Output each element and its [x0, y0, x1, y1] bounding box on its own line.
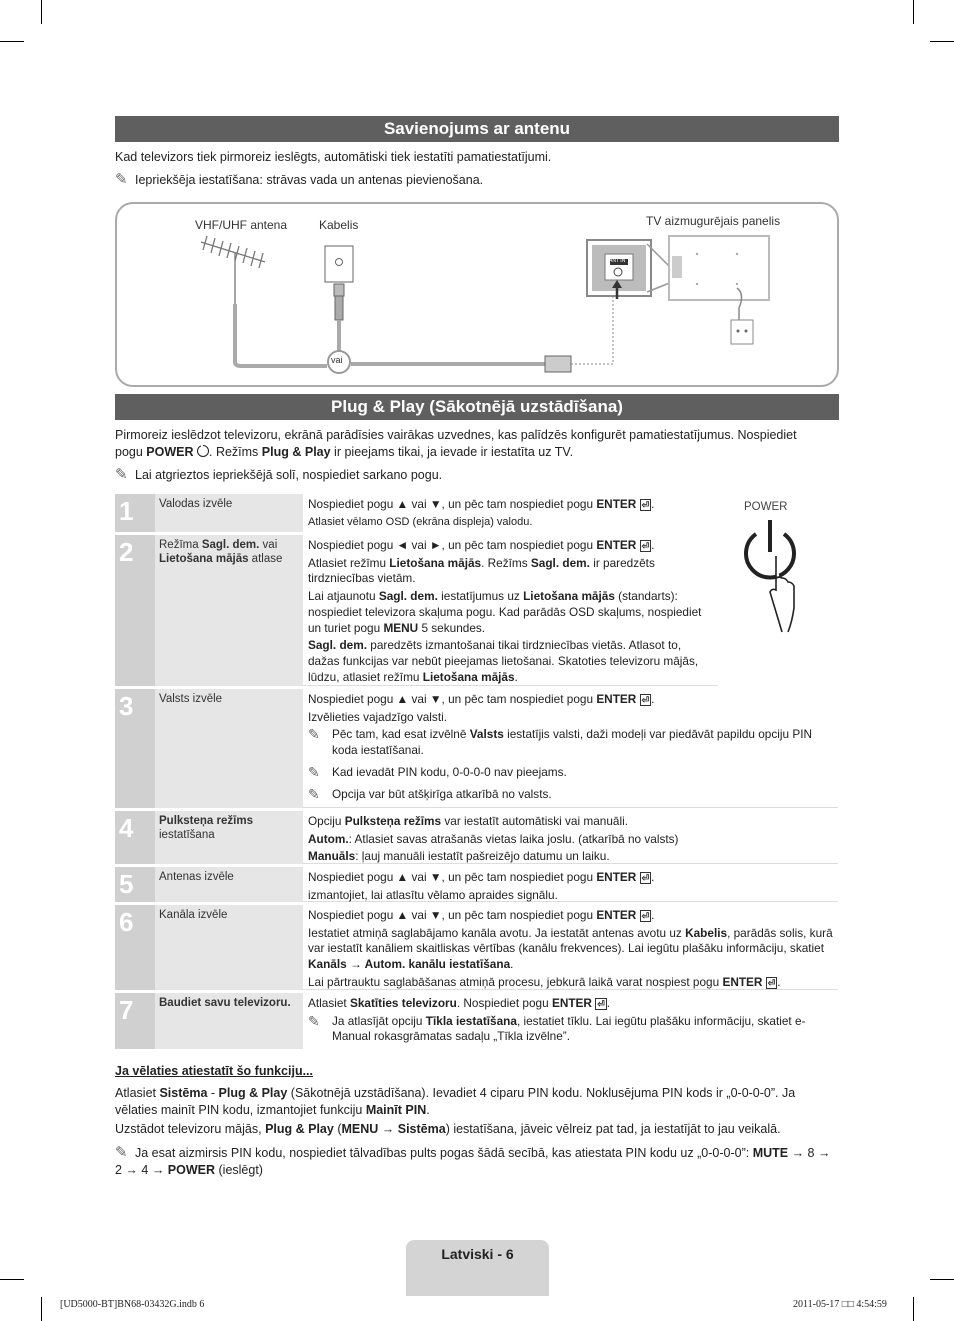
plug-and-play-steps	[115, 494, 838, 1052]
power-outlet-icon	[731, 320, 753, 344]
step-number: 2	[115, 535, 155, 686]
step-name: Antenas izvēle	[155, 867, 303, 902]
step-description: Nospiediet pogu ▲ vai ▼, un pēc tam nospiediet pogu ENTER ⏎ . izmantojiet, lai atlasītu vēlamo apraides signālu.	[303, 867, 838, 902]
reset-paragraph-2: Uzstādot televizoru mājās, Plug & Play (MENU → Sistēma) iestatīšana, jāveic vēlreiz pat tad, ja iestatījāt to jau veikalā.	[115, 1122, 781, 1136]
step-description: Opciju Pulksteņa režīms var iestatīt automātiski vai manuāli. Autom.: Atlasiet savas atrašanās vietas laika joslu. (atkarībā no valsts) Manuāls: ļauj manuāli iestatīt pašreizējo datumu un laiku.	[303, 811, 838, 864]
step-row	[115, 905, 838, 990]
step-row	[115, 993, 838, 1049]
coax-plug-icon	[335, 296, 343, 320]
crop-mark	[930, 1279, 954, 1280]
step-number: 5	[115, 867, 155, 902]
pencil-note-icon: ✎	[308, 1012, 320, 1029]
crop-mark	[41, 1297, 42, 1321]
step-row	[115, 867, 838, 902]
pencil-note-icon: ✎	[115, 1144, 128, 1161]
step-row	[115, 535, 838, 686]
crop-mark	[0, 1279, 24, 1280]
enter-icon: ⏎	[641, 541, 650, 551]
f-connector-icon	[545, 356, 571, 372]
reset-note: ✎ Ja esat aizmirsis PIN kodu, nospiediet tālvadības pults pogas šādā secībā, kas atiestata PIN kodu uz „0-0-0-0”: MUTE → 8 → 2 → 4 → POWER (ieslēgt)	[115, 1144, 831, 1177]
section1-note: ✎ Iepriekšēja iestatīšana: strāvas vada un antenas pievienošana.	[115, 171, 484, 188]
step-number: 1	[115, 494, 155, 532]
step-description: Atlasiet Skatīties televizoru. Nospiediet pogu ENTER ⏎ . ✎ Ja atlasījāt opciju Tīkla iestatīšana, iestatiet tīklu. Lai iegūtu plašāku informāciju, skatiet e-Manual rokasgrāmatas sadaļu „Tīkla izvēlne”.	[308, 996, 806, 1044]
section1-intro: Kad televizors tiek pirmoreiz ieslēgts, automātiski tiek iestatīti pamatiestatījumi.	[115, 150, 552, 164]
section2-intro: Pirmoreiz ieslēdzot televizoru, ekrānā parādīsies vairākas uzvednes, kas palīdzēs konfigurēt pamatiestatījumus. Nospiediet pogu POWER . Režīms Plug & Play ir pieejams tikai, ja ievade ir iestatīta uz TV.	[115, 428, 797, 459]
enter-icon: ⏎	[767, 977, 776, 988]
antenna-label: VHF/UHF antena	[195, 218, 288, 232]
step-description: Nospiediet pogu ▲ vai ▼, un pēc tam nospiediet pogu ENTER ⏎ . Iestatiet atmiņā saglabājamo kanāla avotu. Ja iestatāt antenas avotu uz Kabelis, parādās solis, kurā var iestatīt kanāliem skaitliskas vērtības (kanālu frekvences). Lai iegūtu plašāku informāciju, skatiet Kanāls → Autom. kanālu iestatīšana. Lai pārtrauktu saglabāšanas atmiņā procesu, jebkurā laikā varat nospiest pogu ENTER ⏎ .	[303, 905, 838, 990]
crop-mark	[913, 1297, 914, 1321]
step-name: Valodas izvēle	[155, 494, 303, 532]
ant-in-label: ANT IN	[609, 258, 626, 264]
section-title-antenna: Savienojums ar antenu	[115, 116, 839, 142]
step-number: 4	[115, 811, 155, 864]
pencil-note-icon: ✎	[115, 171, 128, 188]
step-number: 3	[115, 689, 155, 808]
step-number: 6	[115, 905, 155, 990]
step-row	[115, 689, 838, 808]
crop-mark	[41, 0, 42, 24]
step-row	[115, 494, 838, 532]
diagram-drawing	[117, 204, 837, 385]
file-name: [UD5000-BT]BN68-03432G.indb 6	[60, 1299, 205, 1310]
pencil-note-icon: ✎	[308, 726, 320, 743]
or-label: vai	[331, 355, 343, 365]
connection-diagram	[115, 202, 839, 387]
wall-socket-icon	[325, 246, 353, 282]
step-name: Baudiet savu televizoru.	[155, 993, 303, 1049]
reset-paragraph-1: Atlasiet Sistēma - Plug & Play (Sākotnējā uzstādīšana). Ievadiet 4 ciparu PIN kodu. Noklusējuma PIN kods ir „0-0-0-0”. Ja vēlaties mainīt PIN kodu, izmantojiet funkciju Mainīt PIN.	[115, 1086, 796, 1117]
crop-mark	[930, 41, 954, 42]
enter-icon: ⏎	[641, 695, 650, 705]
enter-icon: ⏎	[641, 873, 650, 883]
cable-label: Kabelis	[319, 218, 359, 232]
step-description: Nospiediet pogu ◄ vai ►, un pēc tam nospiediet pogu ENTER ⏎ . Atlasiet režīmu Lietošana mājās. Režīms Sagl. dem. ir paredzēts tirdzniecības vietām. Lai atjaunotu Sagl. dem. iestatījumus uz Lietošana mājās (standarts): nospiediet televizora skaļuma pogu. Kad parādās OSD skaļums, nospiediet un turiet pogu MENU 5 sekundes. Sagl. dem. paredzēts izmantošanai tikai tirdzniecības vietās. Atlasot to, dažas funkcijas var nebūt pieejamas lietošanai. Skatoties televizoru mājās, lūdzu, atlasiet režīmu Lietošana mājās.	[303, 535, 718, 686]
step-name: Kanāla izvēle	[155, 905, 303, 990]
pencil-note-icon: ✎	[115, 466, 128, 483]
step-name: Valsts izvēle	[155, 689, 303, 808]
enter-icon: ⏎	[641, 500, 650, 510]
crop-mark	[0, 41, 24, 42]
pencil-note-icon: ✎	[308, 763, 320, 780]
step-description: Nospiediet pogu ▲ vai ▼, un pēc tam nospiediet pogu ENTER ⏎ . Izvēlieties vajadzīgo valsti. ✎ Pēc tam, kad esat izvēlnē Valsts iestatījis valsti, daži modeļi var piedāvāt papildu opciju PIN koda iestatīšanai. ✎ Kad ievadāt PIN kodu, 0-0-0-0 nav pieejams. ✎ Opcija var būt atšķirīga atkarībā no valsts.	[303, 689, 838, 808]
crop-mark	[913, 0, 914, 24]
step-name: Režīma Sagl. dem. vai Lietošana mājās atlase	[155, 535, 303, 686]
section2-note: ✎ Lai atgrieztos iepriekšējā solī, nospiediet sarkano pogu.	[115, 466, 443, 483]
enter-icon: ⏎	[641, 911, 650, 921]
section-title-plug-and-play: Plug & Play (Sākotnējā uzstādīšana)	[115, 394, 839, 420]
step-number: 7	[115, 993, 155, 1049]
pencil-note-icon: ✎	[308, 785, 320, 802]
step-row	[115, 811, 838, 864]
antenna-icon	[201, 236, 265, 304]
power-icon	[197, 445, 209, 457]
enter-icon: ⏎	[597, 999, 605, 1009]
page-number-tab: Latviski - 6	[406, 1240, 549, 1296]
tv-back-panel-label: TV aizmugurējais panelis	[646, 214, 781, 228]
power-button-label: POWER	[744, 501, 788, 513]
reset-heading: Ja vēlaties atiestatīt šo funkciju...	[115, 1064, 313, 1078]
print-date: 2011-05-17 □□ 4:54:59	[793, 1299, 887, 1310]
tv-back-icon	[669, 236, 769, 300]
step-description: Nospiediet pogu ▲ vai ▼, un pēc tam nospiediet pogu ENTER ⏎ . Atlasiet vēlamo OSD (ekrāna displeja) valodu.	[308, 497, 655, 528]
step-name: Pulksteņa režīms iestatīšana	[155, 811, 303, 864]
